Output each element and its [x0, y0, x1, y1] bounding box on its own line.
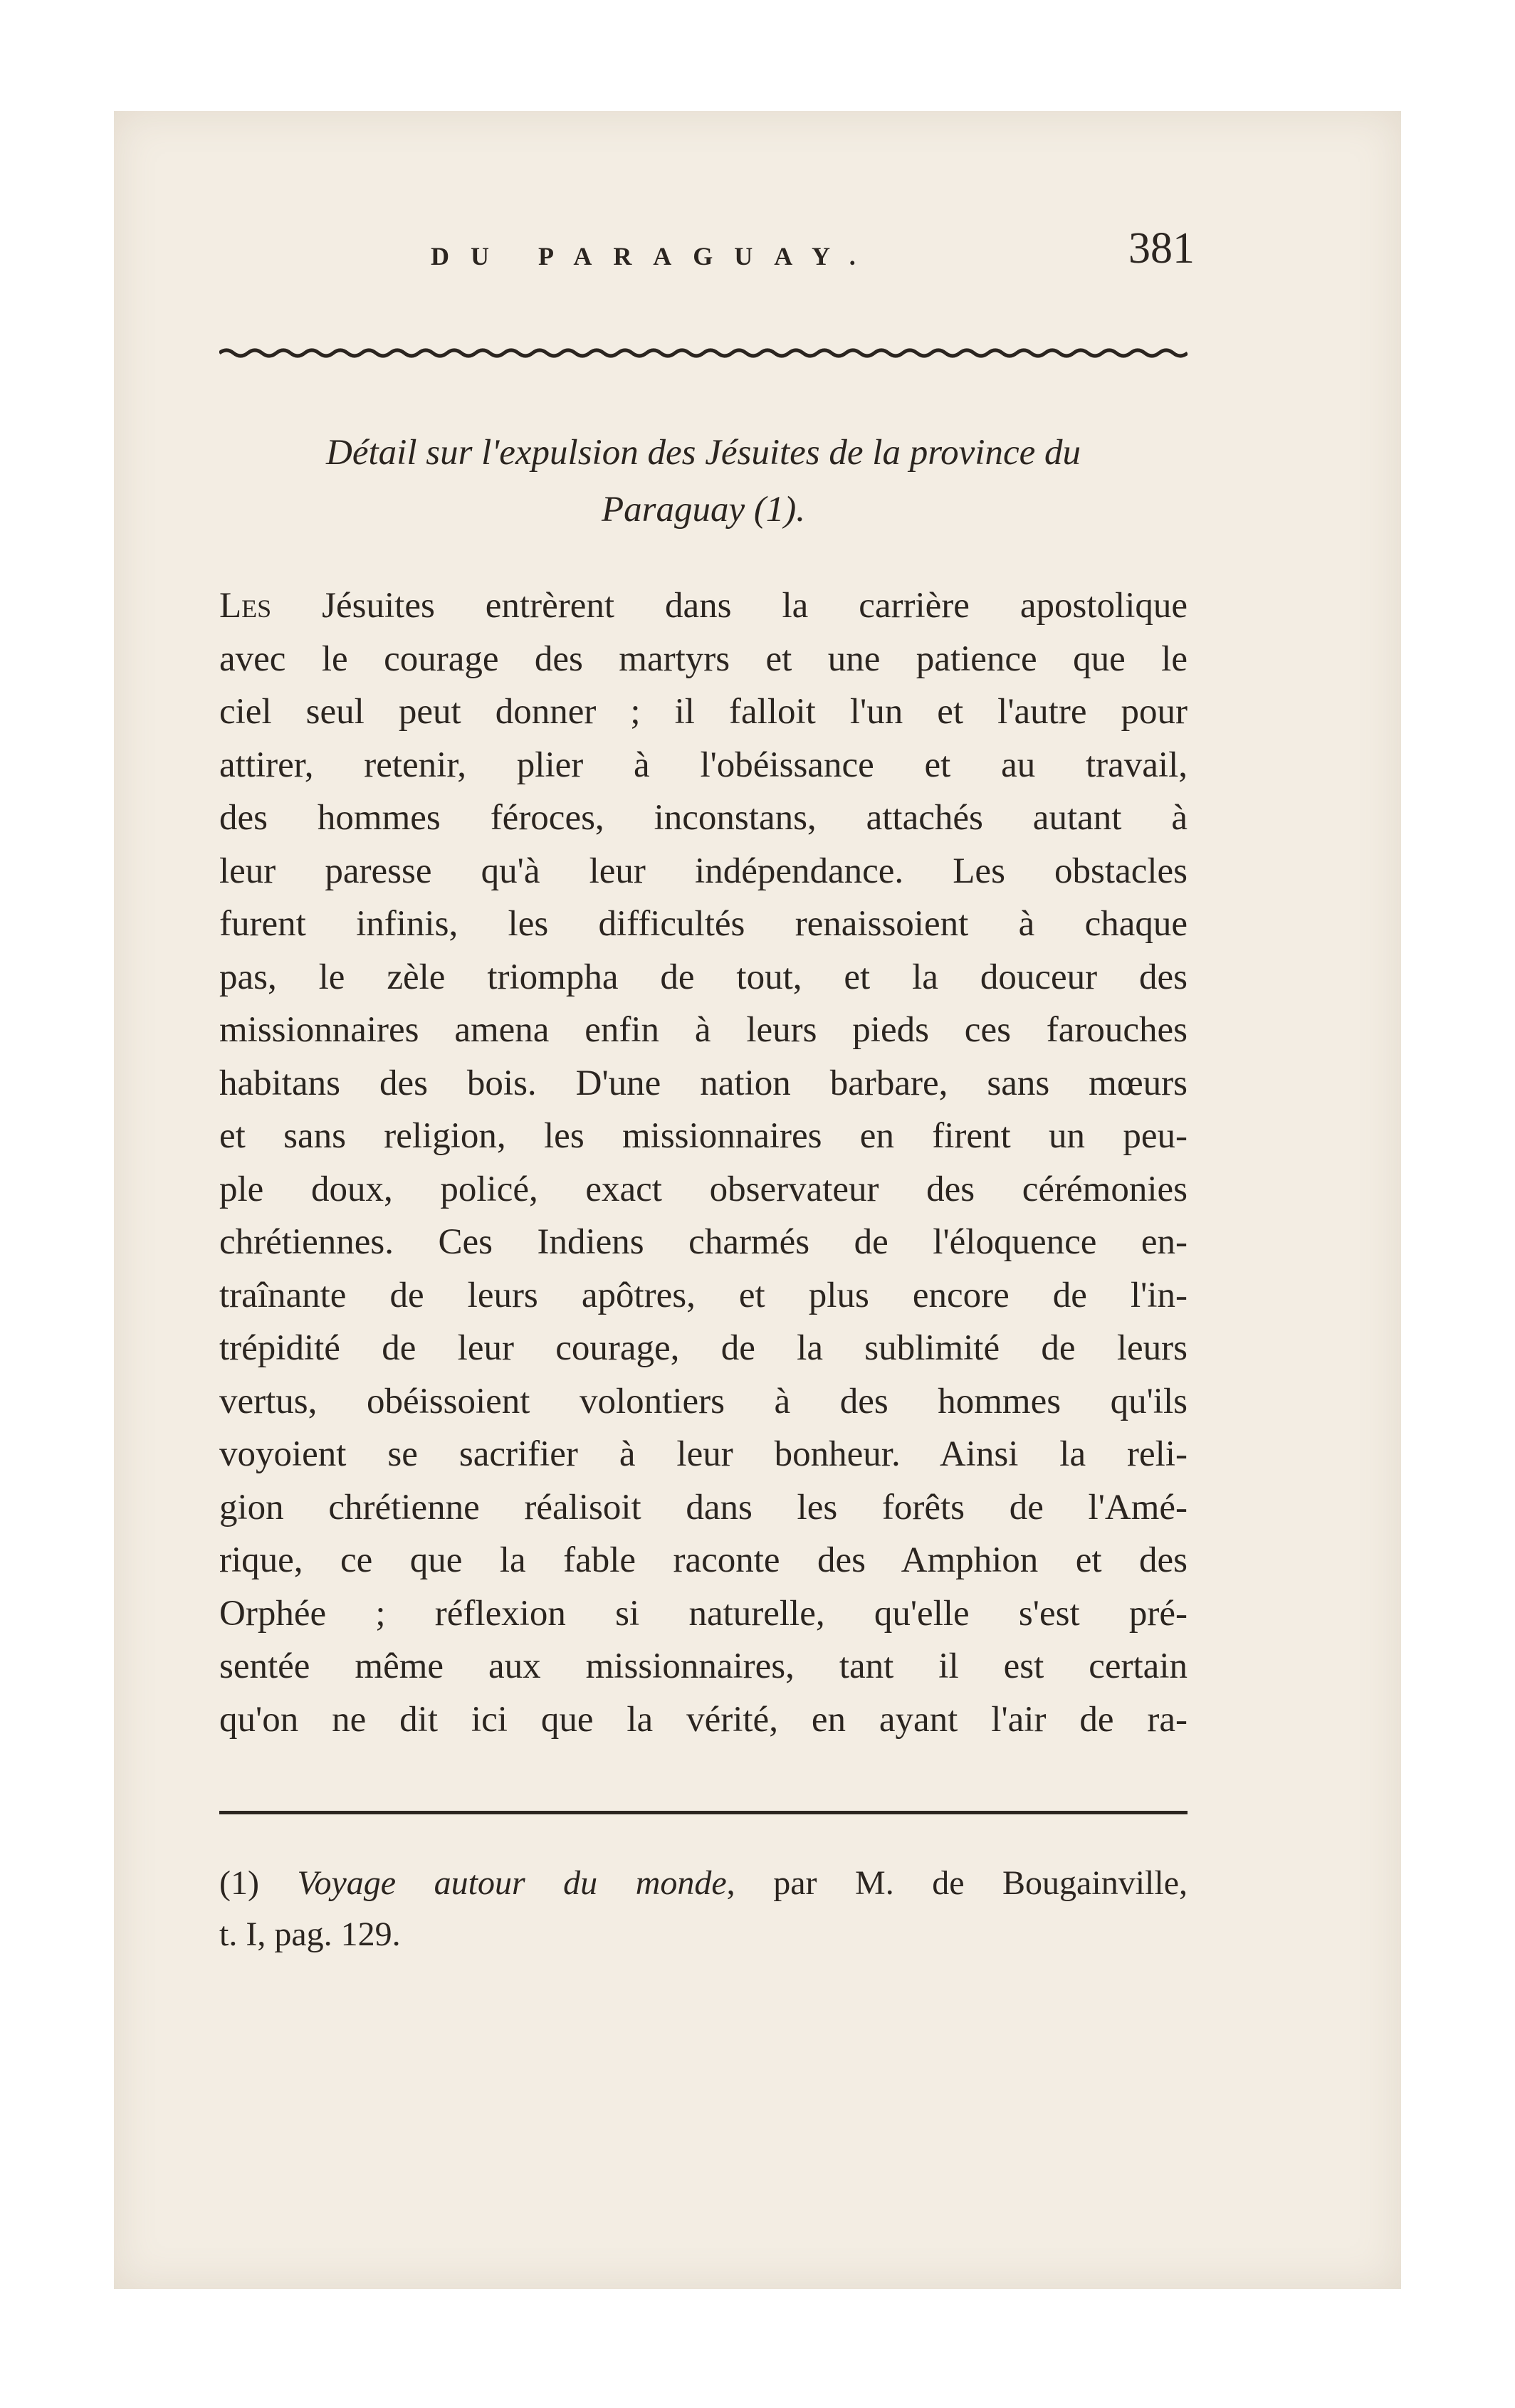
body-line: habitans des bois. D'une nation barbare, sans mœurs [219, 1063, 1188, 1103]
footnote-line-1 [219, 1858, 1188, 1909]
body-line: ciel seul peut donner ; il falloit l'un et l'autre pour [219, 692, 1188, 732]
body-line: sentée même aux missionnaires, tant il est certain [219, 1646, 1188, 1686]
body-line: Orphée ; réflexion si naturelle, qu'elle s'est pré- [219, 1593, 1188, 1634]
running-title: DU PARAGUAY. [431, 242, 877, 270]
body-line: furent infinis, les difficultés renaissoient à chaque [219, 904, 1188, 944]
body-line: des hommes féroces, inconstans, attachés autant à [219, 798, 1188, 838]
footnote-rule [219, 1811, 1188, 1814]
body-line: rique, ce que la fable raconte des Amphion et des [219, 1540, 1188, 1580]
heading-line-2: Paraguay (1). [601, 490, 806, 530]
footnote-marker: (1) [219, 1864, 259, 1902]
body-line: et sans religion, les missionnaires en firent un peu- [219, 1116, 1188, 1156]
body-line: voyoient se sacrifier à leur bonheur. Ainsi la reli- [219, 1434, 1188, 1474]
footnote-text: , par M. de Bougainville, [726, 1864, 1188, 1902]
opening-word: Les [219, 586, 272, 626]
body-line: leur paresse qu'à leur indépendance. Les obstacles [219, 851, 1188, 891]
body-line: pas, le zèle triompha de tout, et la douceur des [219, 957, 1188, 997]
body-line: chrétiennes. Ces Indiens charmés de l'éloquence en- [219, 1222, 1188, 1262]
body-line: traînante de leurs apôtres, et plus encore de l'in- [219, 1275, 1188, 1315]
body-text [219, 579, 1188, 1746]
page-number: 381 [1128, 224, 1195, 273]
book-page [114, 111, 1401, 2289]
body-line: qu'on ne dit ici que la vérité, en ayant l'air de ra- [219, 1699, 1188, 1740]
body-line: Les Jésuites entrèrent dans la carrière apostolique [219, 586, 1188, 626]
body-line: attirer, retenir, plier à l'obéissance et au travail, [219, 745, 1188, 785]
footnote-title: Voyage autour du monde [297, 1864, 727, 1902]
footnote-line-2: t. I, pag. 129. [219, 1915, 401, 1953]
heading-line-1: Détail sur l'expulsion des Jésuites de la province du [326, 433, 1081, 473]
body-line: avec le courage des martyrs et une patience que le [219, 638, 1188, 679]
body-line: ple doux, policé, exact observateur des cérémonies [219, 1169, 1188, 1209]
body-line: trépidité de leur courage, de la sublimité de leurs [219, 1328, 1188, 1368]
body-line: missionnaires amena enfin à leurs pieds ces farouches [219, 1010, 1188, 1050]
footnote [219, 1858, 1188, 1960]
section-heading [219, 424, 1188, 538]
body-line: gion chrétienne réalisoit dans les forêts de l'Amé- [219, 1487, 1188, 1528]
body-line: vertus, obéissoient volontiers à des hommes qu'ils [219, 1381, 1188, 1421]
ornamental-rule [219, 346, 1188, 360]
